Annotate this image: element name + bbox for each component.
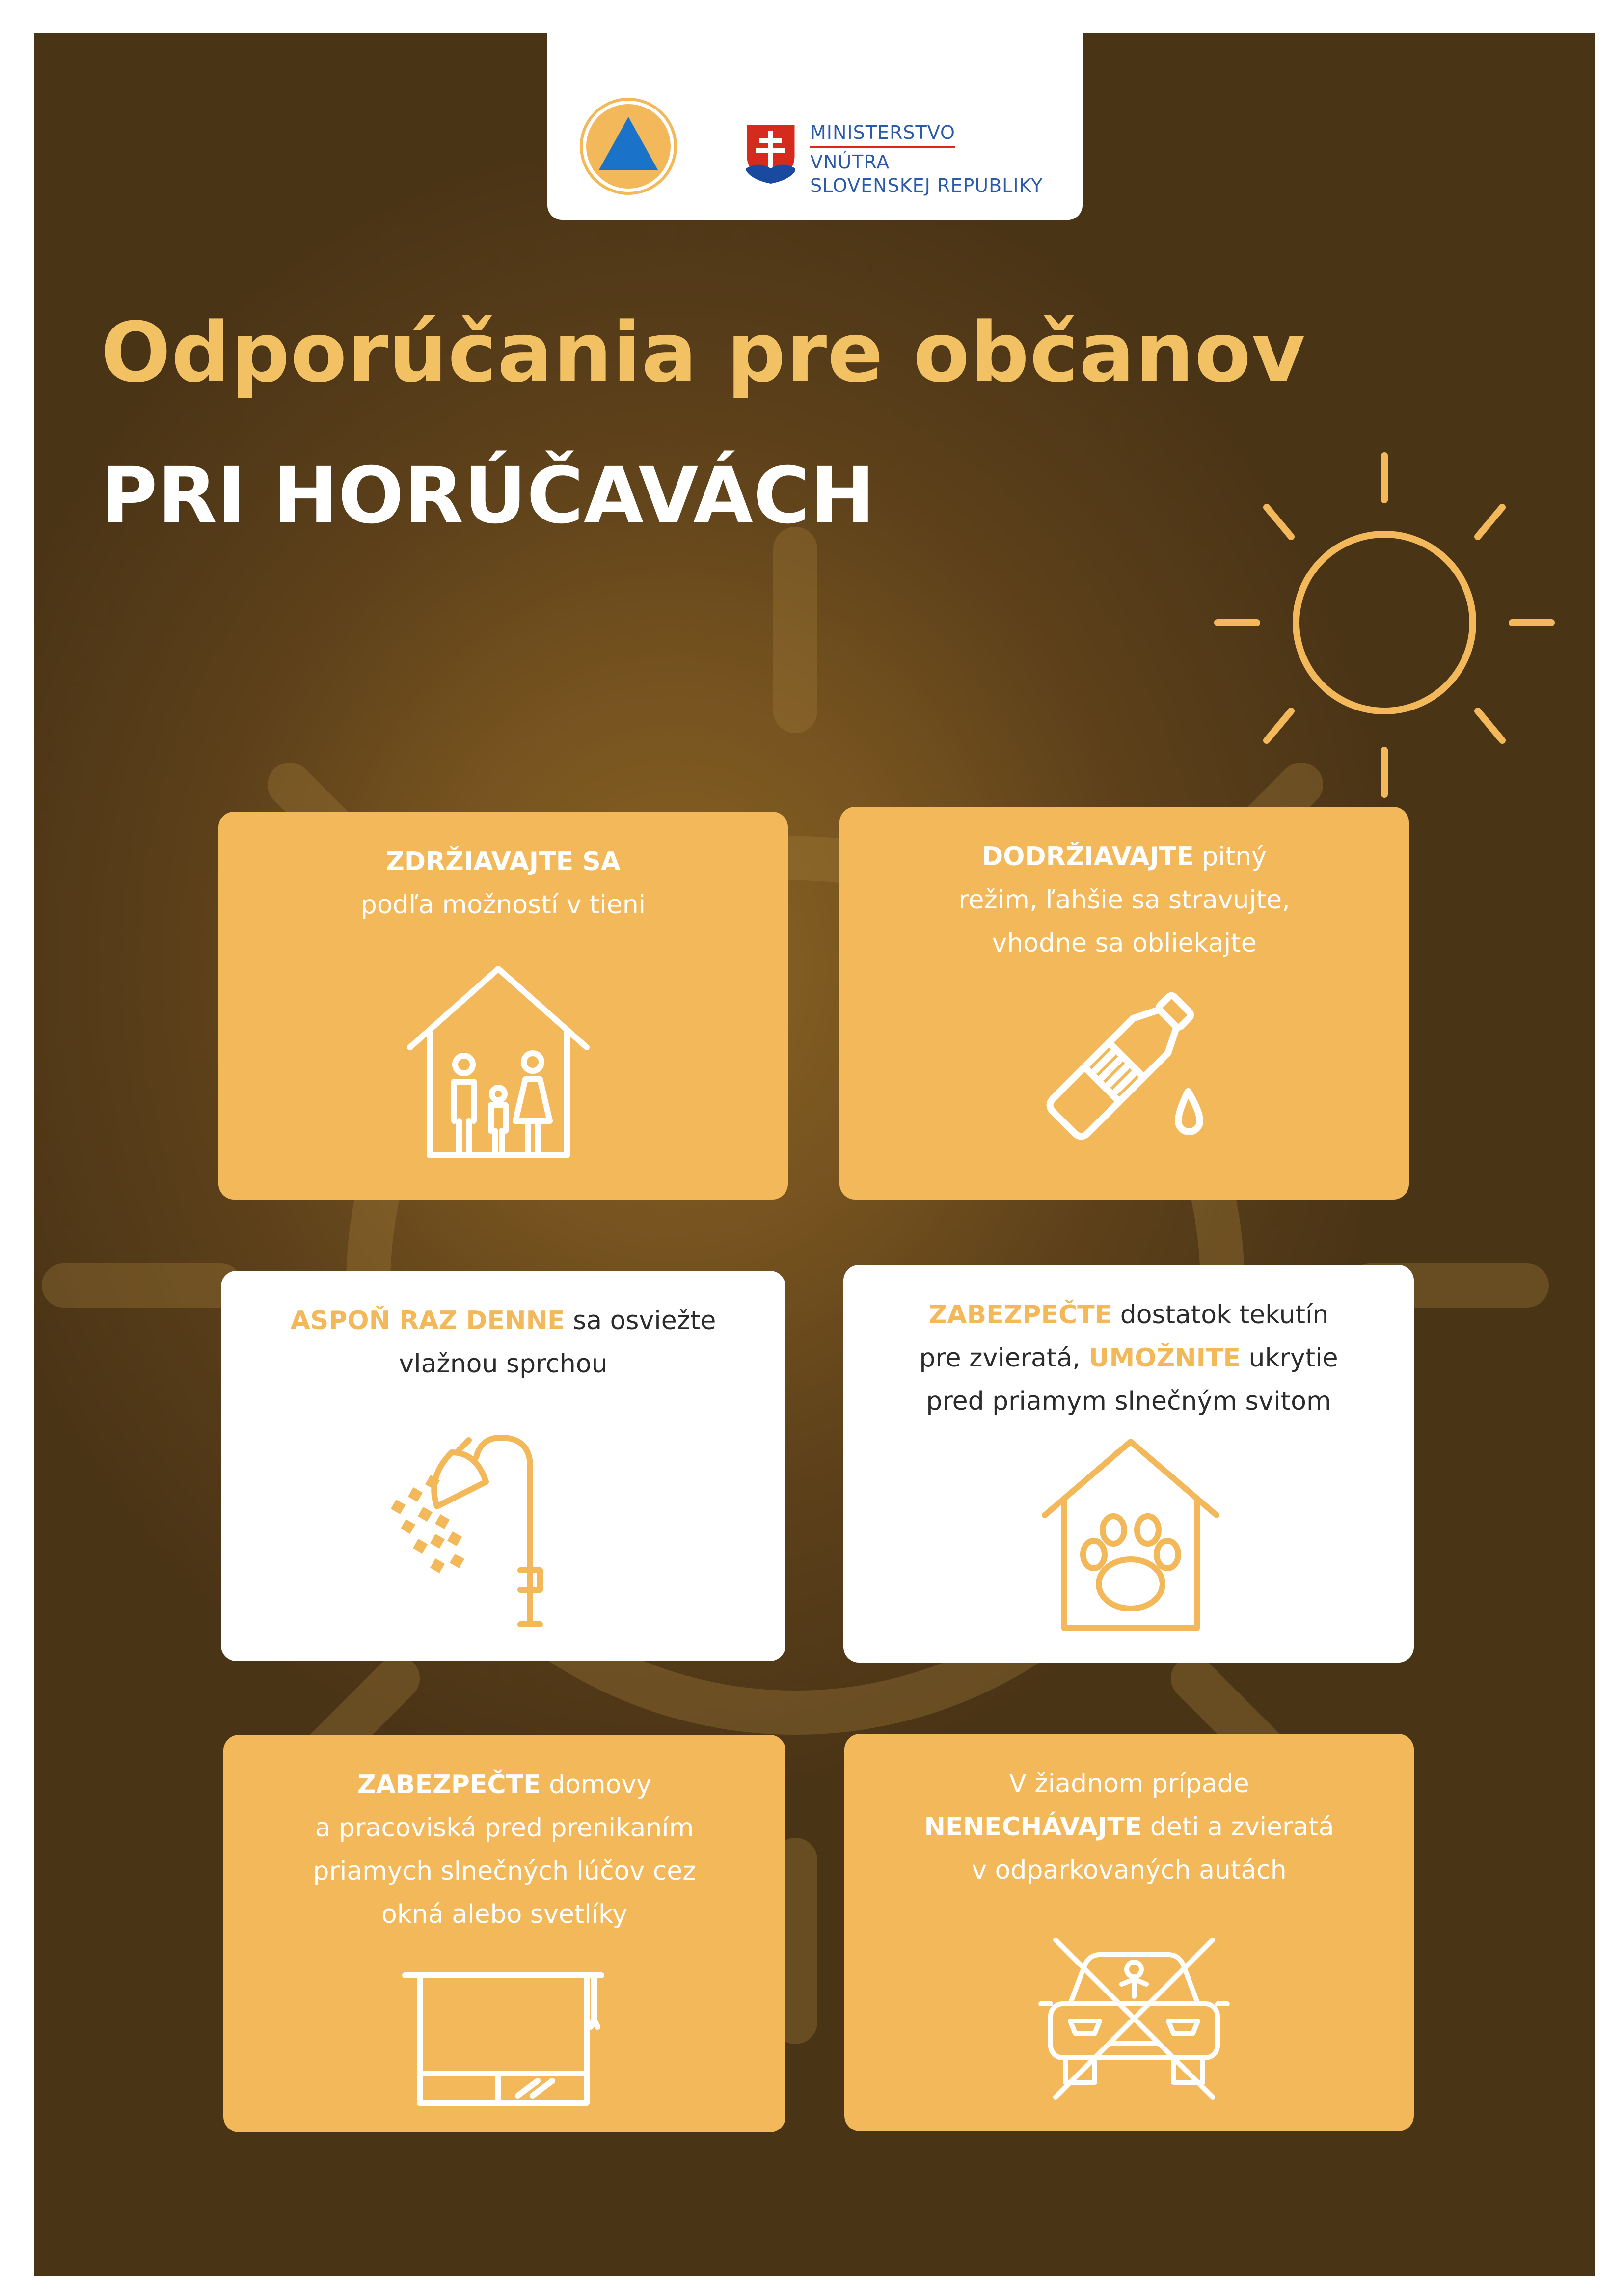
card-animals-rest-3: pred priamym slnečným svitom — [926, 1387, 1331, 1416]
ministry-line-1: MINISTERSTVO — [810, 121, 955, 148]
card-shade — [218, 812, 788, 1200]
title-line-2: PRI HORÚČAVÁCH — [101, 451, 875, 541]
ministry-name — [810, 121, 1043, 197]
card-animals — [843, 1265, 1414, 1663]
card-animals-text — [863, 1293, 1394, 1423]
title-line-1: Odporúčania pre občanov — [101, 304, 1306, 401]
card-windows-rest-1: domovy — [541, 1770, 651, 1800]
card-shower-text — [241, 1299, 766, 1386]
card-drink-rest-3: vhodne sa obliekajte — [992, 928, 1257, 958]
card-windows-rest-3: priamych slnečných lúčov cez — [313, 1856, 696, 1886]
poster-background — [34, 33, 1595, 2276]
card-drink-rest-2: režim, ľahšie sa stravujte, — [958, 885, 1290, 915]
shower-icon — [373, 1418, 599, 1639]
card-windows-rest-2: a pracoviská pred prenikaním — [315, 1813, 694, 1843]
card-cars-rest-2: v odparkovaných autách — [972, 1856, 1287, 1885]
ministry-line-3: SLOVENSKEJ REPUBLIKY — [810, 175, 1043, 196]
card-cars-bold: NENECHÁVAJTE — [924, 1812, 1142, 1842]
water-bottle-icon — [1031, 969, 1227, 1165]
card-animals-rest-2b: ukrytie — [1241, 1343, 1338, 1373]
card-windows-bold: ZABEZPEČTE — [357, 1770, 541, 1800]
card-drink-text — [859, 835, 1389, 965]
crossed-car-icon — [1026, 1930, 1242, 2107]
card-animals-bold-2: UMOŽNITE — [1088, 1343, 1241, 1373]
card-windows — [223, 1735, 785, 2132]
card-shade-text — [238, 840, 768, 927]
card-shade-bold: ZDRŽIAVAJTE SA — [386, 847, 621, 876]
card-cars-text — [864, 1762, 1394, 1892]
logo-header — [547, 33, 1083, 220]
civil-protection-logo-icon — [579, 97, 677, 195]
card-shower-bold: ASPOŇ RAZ DENNE — [290, 1306, 565, 1336]
card-animals-rest-1: dostatok tekutín — [1112, 1300, 1329, 1330]
sun-icon — [1203, 416, 1566, 819]
card-shower-rest-2: vlažnou sprchou — [399, 1349, 608, 1379]
pet-house-icon — [1035, 1432, 1226, 1638]
card-windows-rest-4: okná alebo svetlíky — [381, 1900, 628, 1929]
house-family-icon — [400, 959, 596, 1165]
card-windows-text — [243, 1763, 766, 1936]
card-animals-bold-1: ZABEZPEČTE — [928, 1300, 1112, 1330]
card-shower-rest-1: sa osviežte — [565, 1306, 716, 1336]
ministry-line-2: VNÚTRA — [810, 151, 890, 173]
window-blind-icon — [400, 1965, 606, 2113]
card-drink — [839, 807, 1409, 1200]
card-shade-rest: podľa možností v tieni — [360, 890, 646, 920]
card-shower — [221, 1271, 785, 1661]
slovak-coat-of-arms-icon — [744, 122, 798, 186]
card-animals-rest-2a: pre zvieratá, — [919, 1343, 1089, 1373]
card-cars-rest-0: V žiadnom prípade — [1009, 1769, 1249, 1799]
card-cars-rest-1: deti a zvieratá — [1142, 1812, 1334, 1842]
card-drink-bold: DODRŽIAVAJTE — [982, 842, 1194, 872]
card-cars — [844, 1734, 1414, 2131]
card-drink-rest-1: pitný — [1193, 842, 1267, 872]
